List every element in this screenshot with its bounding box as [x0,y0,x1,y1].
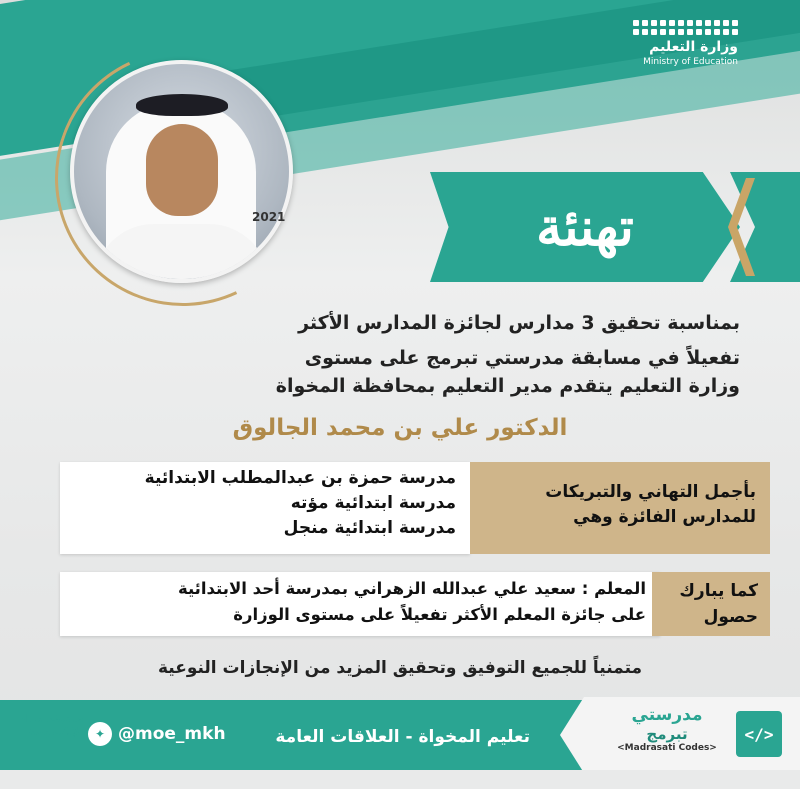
teacher-box [60,572,660,636]
school-item: مدرسة حمزة بن عبدالمطلب الابتدائية [144,468,456,488]
schools-list-box [60,462,470,554]
school-item: مدرسة ابتدائية مؤته [290,493,456,513]
intro-line-2: تفعيلاً في مسابقة مدرستي تبرمج على مستوى [304,347,740,369]
watermark-logo [4,712,84,738]
school-item: مدرسة ابتدائية منجل [283,518,456,538]
schools-label: بأجمل التهاني والتبريكات للمدارس الفائزة وهي [545,482,756,527]
ministry-name-en: Ministry of Education [643,57,738,67]
signature-year: 2021 [252,210,286,224]
department-name: تعليم المخواة - العلاقات العامة [275,727,530,747]
director-portrait [70,60,293,283]
banner-title: تهنئة [536,197,634,258]
watermark-text: صحيفة مداد الإلكترونية [19,712,84,738]
intro-line-3: وزارة التعليم يتقدم مدير التعليم بمحافظة المخواة [275,375,740,397]
ministry-logo-icon [618,20,738,35]
teacher-line-1: المعلم : سعيد علي عبدالله الزهراني بمدرسة أحد الابتدائية [177,579,646,598]
bottom-strip [0,770,800,789]
program-name-2: تبرمج [646,725,688,743]
twitter-icon: ✦ [88,722,112,746]
ministry-name-ar: وزارة التعليم [649,39,738,55]
twitter-handle: @moe_mkh [118,724,226,744]
teacher-line-2: على جائزة المعلم الأكثر تفعيلاً على مستوى الوزارة [233,605,646,624]
director-name: الدكتور علي بن محمد الجالوق [232,415,568,441]
twitter-link[interactable] [88,722,226,746]
schools-label-box [470,462,770,554]
program-logo [612,705,722,753]
program-name-en: <Madrasati Codes> [617,743,717,753]
teacher-label-box [652,572,770,636]
ministry-logo [618,20,738,67]
code-icon: </> [736,711,782,757]
teacher-label: كما يبارك حصول [679,581,758,627]
closing-message: متمنياً للجميع التوفيق وتحقيق المزيد من الإنجازات النوعية [157,658,643,678]
program-name-1: مدرستي [631,705,703,725]
intro-line-1: بمناسبة تحقيق 3 مدارس لجائزة المدارس الأكثر [298,312,740,334]
